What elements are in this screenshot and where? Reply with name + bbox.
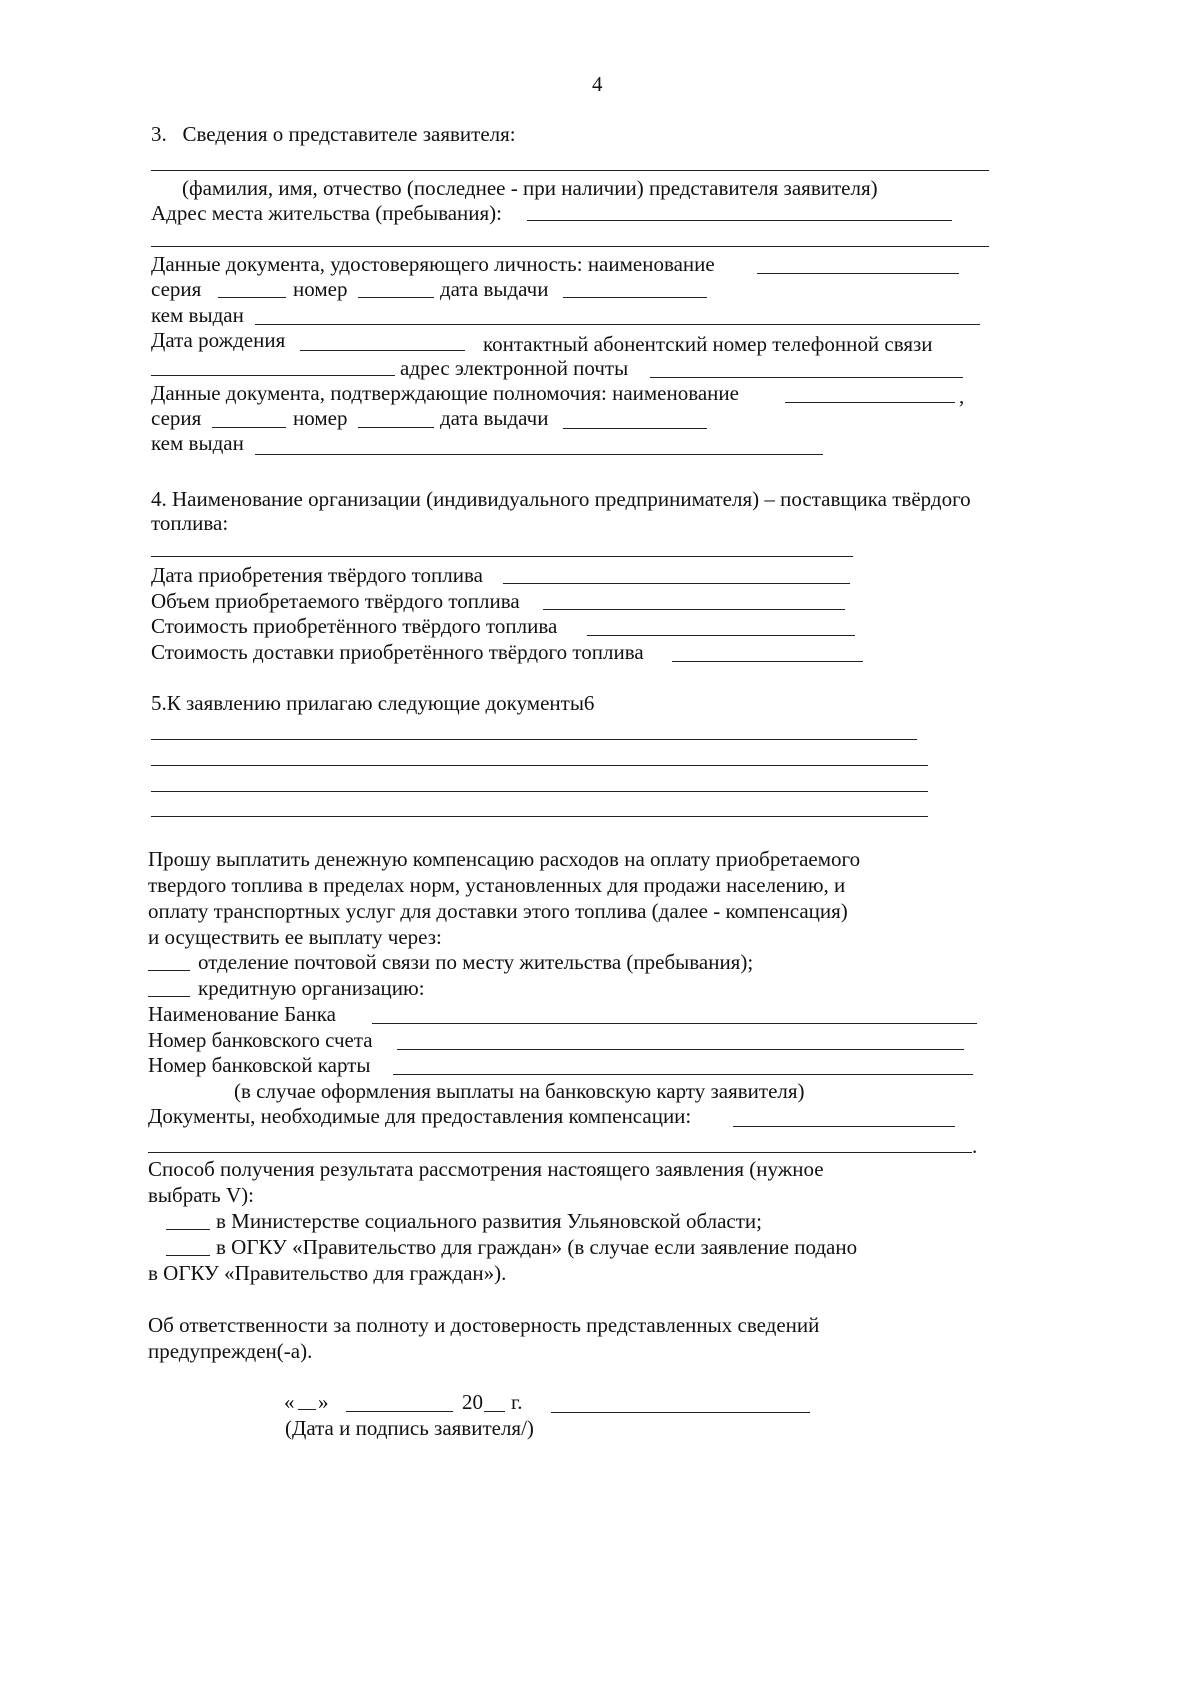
section4-title-line2: топлива: [151,511,229,535]
id-number-label: номер [293,277,348,301]
credit-org-checkbox[interactable] [148,996,190,997]
cost-label: Стоимость приобретённого твёрдого топлива [151,614,558,638]
address-field-line2[interactable] [151,246,989,247]
phone-field[interactable] [151,375,395,376]
supplier-name-field[interactable] [151,556,853,557]
authority-issued-by-field[interactable] [255,454,823,455]
responsibility-line2: предупрежден(-а). [148,1339,313,1363]
quote-open: « [284,1390,295,1414]
day-field[interactable] [298,1409,316,1410]
ministry-checkbox[interactable] [166,1229,210,1230]
request-line4: и осуществить ее выплату через: [148,925,442,949]
address-field[interactable] [527,220,952,221]
comma: , [959,384,965,408]
year-suffix: г. [511,1390,523,1414]
authority-issued-by-label: кем выдан [151,431,244,455]
month-field[interactable] [346,1411,453,1412]
id-issued-by-field[interactable] [255,324,980,325]
attached-documents-line3[interactable] [151,791,928,792]
post-office-option-label: отделение почтовой связи по месту жительства (пребывания); [198,950,754,974]
email-field[interactable] [650,377,963,378]
authority-document-label: Данные документа, подтверждающие полномочия: наименование [151,381,739,405]
result-method-line1: Способ получения результата рассмотрения настоящего заявления (нужное [148,1157,824,1181]
documents-field[interactable] [733,1126,955,1127]
year-prefix: 20 [462,1390,483,1414]
attached-documents-line2[interactable] [151,765,928,766]
birth-date-label: Дата рождения [151,328,286,352]
authority-number-label: номер [293,406,348,430]
attached-documents-line4[interactable] [151,816,928,817]
cost-field[interactable] [587,635,855,636]
purchase-date-label: Дата приобретения твёрдого топлива [151,563,483,587]
bank-name-field[interactable] [372,1023,977,1024]
id-issued-by-label: кем выдан [151,303,244,327]
fio-caption: (фамилия, имя, отчество (последнее - при наличии) представителя заявителя) [182,176,878,200]
result-method-line2: выбрать V): [148,1183,254,1207]
quote-close: » [318,1390,329,1414]
card-caption: (в случае оформления выплаты на банковскую карту заявителя) [234,1079,805,1103]
ogku-checkbox[interactable] [166,1255,210,1256]
ogku-option-label-line1: в ОГКУ «Правительство для граждан» (в случае если заявление подано [216,1235,858,1259]
year-field[interactable] [484,1411,505,1412]
id-issue-date-label: дата выдачи [440,277,549,301]
post-office-checkbox[interactable] [148,970,190,971]
documents-period: . [972,1134,978,1158]
phone-label: контактный абонентский номер телефонной связи [483,332,933,356]
attached-documents-line1[interactable] [151,739,917,740]
delivery-cost-field[interactable] [672,661,863,662]
id-series-field[interactable] [218,297,286,298]
birth-date-field[interactable] [300,350,465,351]
ministry-option-label: в Министерстве социального развития Ульяновской области; [216,1209,762,1233]
address-label: Адрес места жительства (пребывания): [151,201,503,225]
email-label: адрес электронной почты [400,356,629,380]
page-number: 4 [592,72,603,96]
volume-field[interactable] [543,609,845,610]
authority-issue-date-field[interactable] [563,428,707,429]
responsibility-line1: Об ответственности за полноту и достоверность представленных сведений [148,1313,820,1337]
section4-title-line1: 4. Наименование организации (индивидуального предпринимателя) – поставщика твёрдого [151,487,971,511]
section3-title: 3. Сведения о представителе заявителя: [151,122,516,146]
delivery-cost-label: Стоимость доставки приобретённого твёрдого топлива [151,640,644,664]
ogku-option-label-line2: в ОГКУ «Правительство для граждан»). [148,1261,507,1285]
documents-label: Документы, необходимые для предоставления компенсации: [148,1104,692,1128]
id-series-label: серия [151,277,202,301]
id-document-name-field[interactable] [757,273,959,274]
authority-series-field[interactable] [212,427,286,428]
purchase-date-field[interactable] [503,583,850,584]
authority-document-name-field[interactable] [785,402,955,403]
credit-org-option-label: кредитную организацию: [198,976,425,1000]
request-line2: твердого топлива в пределах норм, установленных для продажи населению, и [148,873,846,897]
request-line3: оплату транспортных услуг для доставки этого топлива (далее - компенсация) [148,899,848,923]
signature-caption: (Дата и подпись заявителя/) [285,1416,534,1440]
id-document-label: Данные документа, удостоверяющего личность: наименование [151,252,715,276]
section5-title: 5.К заявлению прилагаю следующие документы6 [151,691,595,715]
bank-name-label: Наименование Банка [148,1002,336,1026]
authority-series-label: серия [151,406,202,430]
request-line1: Прошу выплатить денежную компенсацию расходов на оплату приобретаемого [148,847,861,871]
card-number-field[interactable] [393,1074,973,1075]
id-number-field[interactable] [358,297,434,298]
representative-name-field[interactable] [151,170,989,171]
account-number-field[interactable] [397,1049,964,1050]
id-issue-date-field[interactable] [563,297,707,298]
signature-field[interactable] [551,1412,810,1413]
card-number-label: Номер банковской карты [148,1053,371,1077]
documents-field-line2[interactable] [148,1152,972,1153]
volume-label: Объем приобретаемого твёрдого топлива [151,589,520,613]
authority-number-field[interactable] [358,427,434,428]
account-number-label: Номер банковского счета [148,1028,373,1052]
authority-issue-date-label: дата выдачи [440,406,549,430]
